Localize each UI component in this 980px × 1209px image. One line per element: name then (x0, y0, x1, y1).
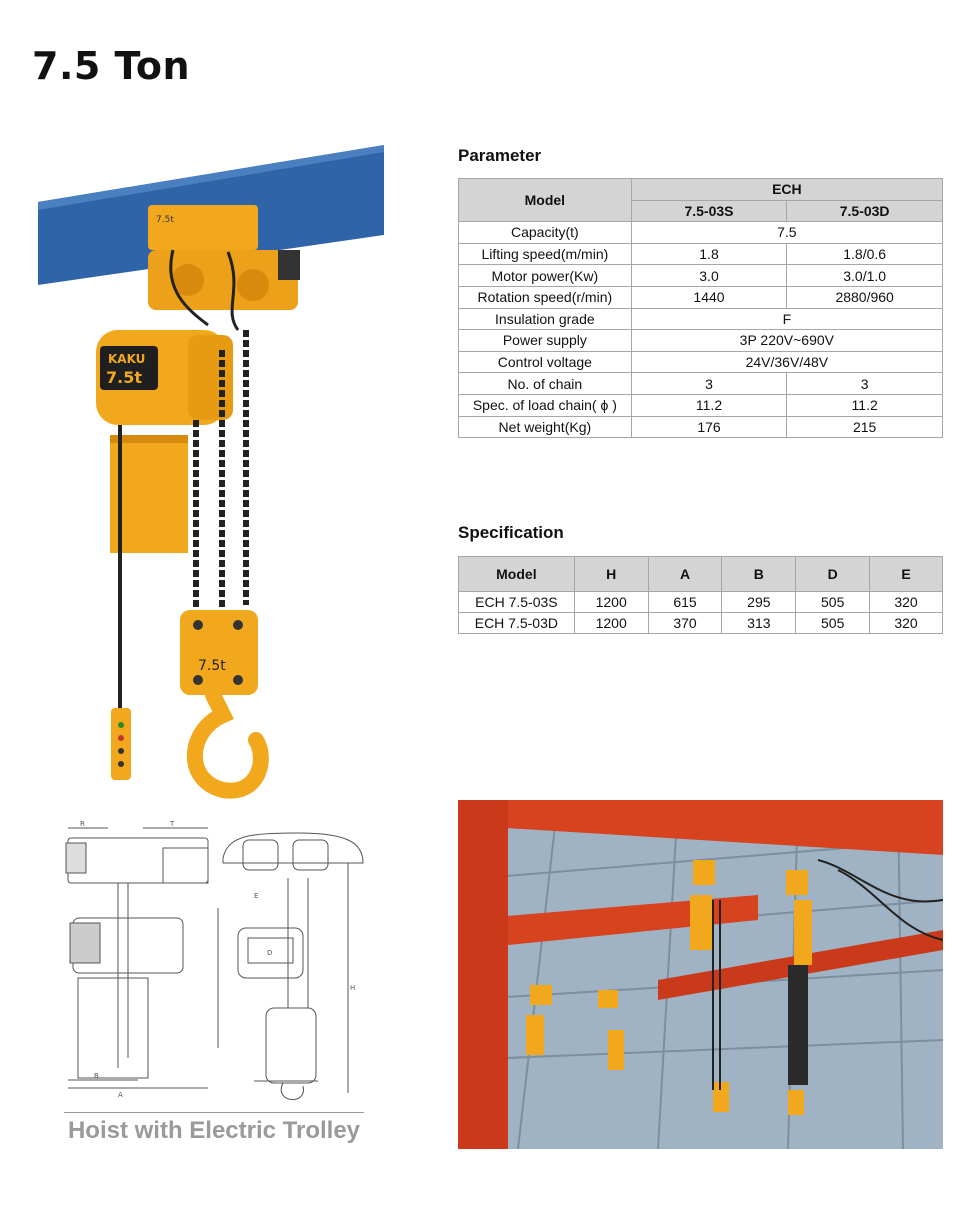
brand-label: KAKU (108, 352, 146, 366)
parameter-row (459, 351, 943, 373)
parameter-value: 11.2 (787, 394, 943, 416)
technical-drawing (58, 818, 378, 1108)
parameter-value-merged: 7.5 (631, 222, 942, 244)
specification-cell: 505 (796, 613, 870, 634)
parameter-row-label: Spec. of load chain( ϕ ) (459, 394, 632, 416)
specification-cell: 1200 (574, 613, 648, 634)
specification-cell: 295 (722, 592, 796, 613)
parameter-value: 176 (631, 416, 787, 438)
parameter-value: 2880/960 (787, 286, 943, 308)
parameter-row-label: Power supply (459, 330, 632, 352)
parameter-row-label: Control voltage (459, 351, 632, 373)
parameter-row-label: Capacity(t) (459, 222, 632, 244)
parameter-value: 1.8/0.6 (787, 243, 943, 265)
trolley-capacity-label: 7.5t (156, 215, 174, 225)
specification-header-cell: B (722, 557, 796, 592)
parameter-row-label: Lifting speed(m/min) (459, 243, 632, 265)
dim-label-t: T (170, 820, 175, 828)
hook-capacity-label: 7.5t (198, 658, 226, 674)
specification-header-cell: A (648, 557, 722, 592)
specification-row (459, 613, 943, 634)
parameter-model-s-header: 7.5-03S (631, 200, 787, 222)
parameter-model-d-header: 7.5-03D (787, 200, 943, 222)
parameter-row-label: Rotation speed(r/min) (459, 286, 632, 308)
factory-installation-photo (458, 800, 943, 1149)
specification-cell: 320 (870, 592, 943, 613)
parameter-heading: Parameter (458, 146, 542, 165)
dim-label-e: E (254, 892, 259, 900)
parameter-value: 1.8 (631, 243, 787, 265)
parameter-value-merged: 24V/36V/48V (631, 351, 942, 373)
parameter-value: 3.0/1.0 (787, 265, 943, 287)
hoist-product-image (38, 140, 388, 800)
parameter-row (459, 394, 943, 416)
specification-header-cell: E (870, 557, 943, 592)
parameter-row-label: Insulation grade (459, 308, 632, 330)
parameter-value: 3 (631, 373, 787, 395)
parameter-value: 11.2 (631, 394, 787, 416)
parameter-row-label: Motor power(Kw) (459, 265, 632, 287)
dim-label-h: H (350, 984, 356, 992)
parameter-value-merged: 3P 220V~690V (631, 330, 942, 352)
parameter-group-header: ECH (631, 179, 942, 201)
specification-cell: 313 (722, 613, 796, 634)
parameter-row-label: No. of chain (459, 373, 632, 395)
parameter-row (459, 308, 943, 330)
specification-header-cell: D (796, 557, 870, 592)
parameter-row (459, 222, 943, 244)
parameter-table (458, 178, 943, 438)
parameter-value: 1440 (631, 286, 787, 308)
parameter-row (459, 373, 943, 395)
specification-cell: 1200 (574, 592, 648, 613)
dim-label-a: A (118, 1091, 123, 1099)
dim-label-d: D (267, 949, 273, 957)
parameter-row (459, 286, 943, 308)
page-title: 7.5 Ton (32, 44, 191, 88)
specification-header-cell: Model (459, 557, 575, 592)
parameter-value: 3 (787, 373, 943, 395)
parameter-value-merged: F (631, 308, 942, 330)
dim-label-b: B (94, 1072, 99, 1080)
specification-cell: 505 (796, 592, 870, 613)
parameter-row (459, 330, 943, 352)
specification-header-cell: H (574, 557, 648, 592)
specification-cell: 320 (870, 613, 943, 634)
specification-table (458, 556, 943, 634)
specification-cell: ECH 7.5-03D (459, 613, 575, 634)
parameter-row (459, 416, 943, 438)
parameter-row (459, 243, 943, 265)
specification-cell: ECH 7.5-03S (459, 592, 575, 613)
specification-cell: 615 (648, 592, 722, 613)
parameter-model-header: Model (459, 179, 632, 222)
parameter-value: 215 (787, 416, 943, 438)
parameter-value: 3.0 (631, 265, 787, 287)
dim-label-r: R (80, 820, 85, 828)
parameter-row-label: Net weight(Kg) (459, 416, 632, 438)
specification-row (459, 592, 943, 613)
parameter-row (459, 265, 943, 287)
caption-divider (64, 1112, 364, 1113)
capacity-label: 7.5t (106, 368, 142, 387)
specification-heading: Specification (458, 523, 564, 542)
specification-cell: 370 (648, 613, 722, 634)
drawing-caption: Hoist with Electric Trolley (67, 1117, 361, 1144)
